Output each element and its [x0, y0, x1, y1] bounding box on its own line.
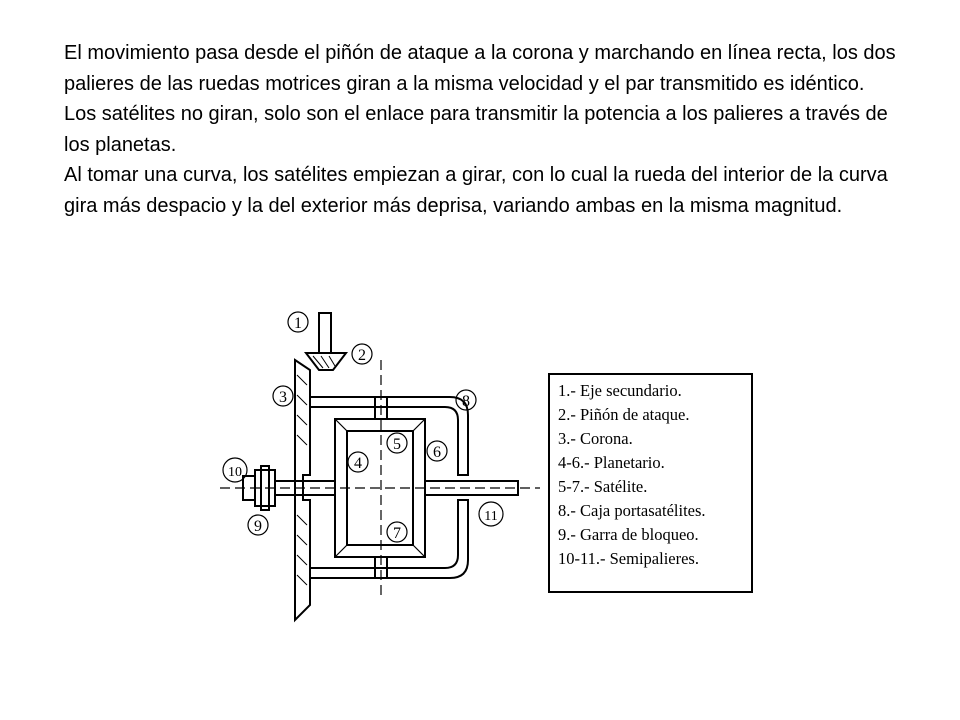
- callout-3: [273, 386, 293, 406]
- svg-text:4: 4: [354, 455, 362, 472]
- callout-9: [248, 515, 268, 535]
- svg-text:10: 10: [228, 465, 242, 480]
- legend-item-8: 10-11.- Semipalieres.: [558, 549, 699, 568]
- callout-4: [348, 452, 368, 472]
- svg-text:6: 6: [433, 444, 441, 461]
- svg-text:11: 11: [484, 509, 498, 524]
- paragraph-satellites: Los satélites no giran, solo son el enlace para transmitir la potencia a los palieres a través de los planetas.: [64, 103, 888, 156]
- callout-8: [456, 390, 476, 410]
- callout-5: [387, 433, 407, 453]
- legend-item-2: 2.- Piñón de ataque.: [558, 405, 690, 424]
- paragraph-curve: Al tomar una curva, los satélites empiezan a girar, con lo cual la rueda del interior de la curva gira más despacio y la del exterior más deprisa, variando ambas en la misma magnitud.: [64, 164, 888, 217]
- differential-diagram: [215, 300, 775, 625]
- parts-legend: [548, 373, 753, 593]
- svg-text:9: 9: [254, 518, 262, 535]
- callout-7: [387, 522, 407, 542]
- legend-item-7: 9.- Garra de bloqueo.: [558, 525, 699, 544]
- pinion-gear: [306, 353, 346, 370]
- svg-text:8: 8: [462, 393, 470, 410]
- explanation-text: [64, 38, 914, 222]
- input-shaft: [319, 313, 331, 353]
- legend-item-3: 3.- Corona.: [558, 429, 633, 448]
- svg-text:1: 1: [294, 315, 302, 332]
- callout-11: [479, 502, 503, 526]
- callout-10: [223, 458, 247, 482]
- callout-2: [352, 344, 372, 364]
- svg-text:3: 3: [279, 389, 287, 406]
- legend-item-5: 5-7.- Satélite.: [558, 477, 648, 496]
- callout-1: [288, 312, 308, 332]
- svg-text:7: 7: [393, 525, 401, 542]
- carrier-upper: [310, 397, 468, 475]
- carrier-lower: [310, 500, 468, 578]
- legend-item-4: 4-6.- Planetario.: [558, 453, 665, 472]
- callout-6: [427, 441, 447, 461]
- svg-text:5: 5: [393, 436, 401, 453]
- legend-item-6: 8.- Caja portasatélites.: [558, 501, 706, 520]
- svg-text:2: 2: [358, 347, 366, 364]
- legend-item-1: 1.- Eje secundario.: [558, 381, 682, 400]
- paragraph-straight-line: El movimiento pasa desde el piñón de ataque a la corona y marchando en línea recta, los dos palieres de las ruedas motrices giran a la misma velocidad y el par transmitido es idéntico.: [64, 42, 896, 95]
